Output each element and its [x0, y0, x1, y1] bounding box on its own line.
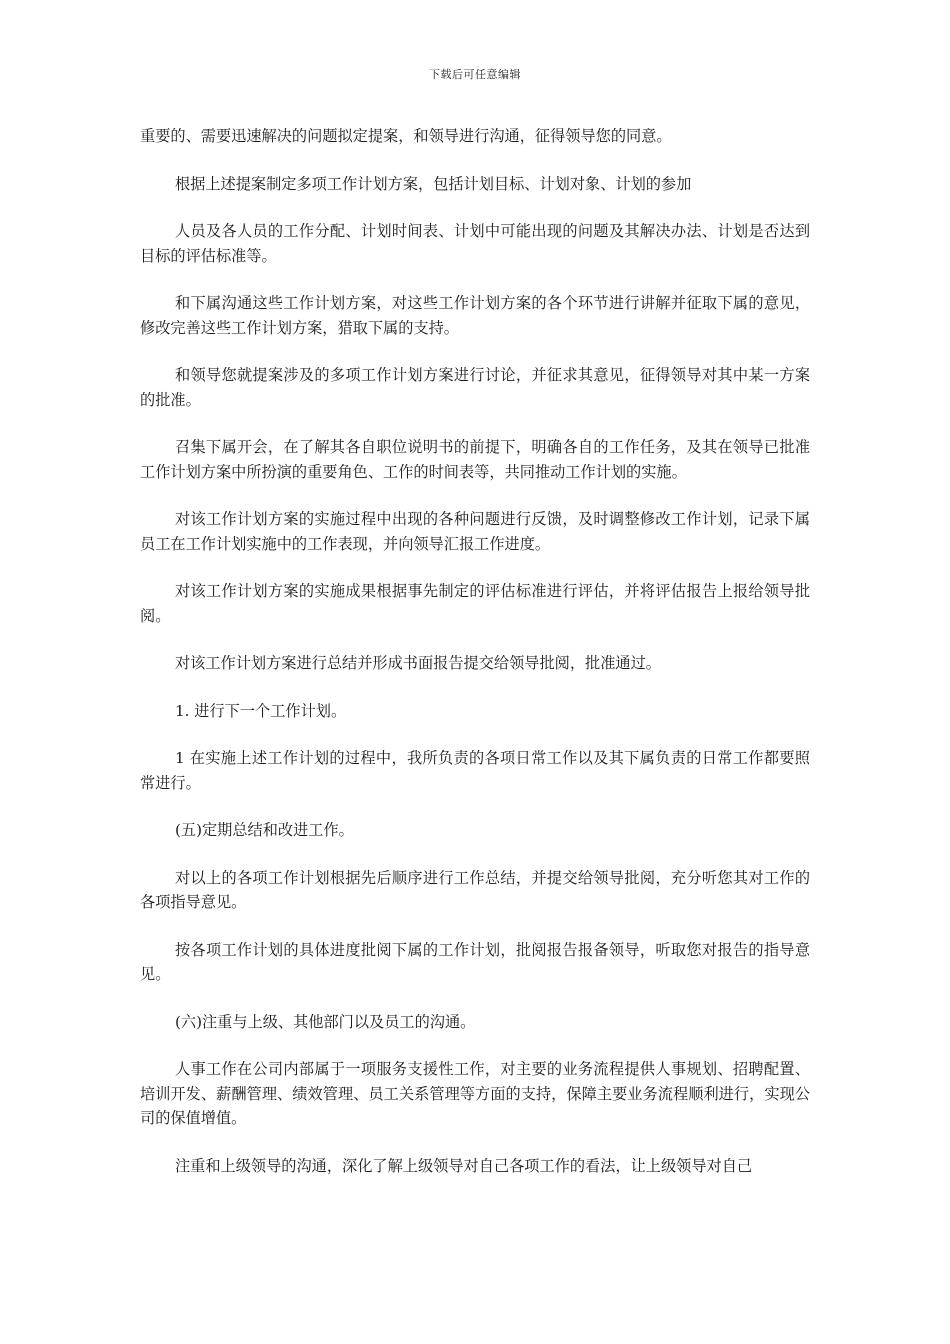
section-heading: (六)注重与上级、其他部门以及员工的沟通。	[174, 1012, 476, 1031]
paragraph: 根据上述提案制定多项工作计划方案，包括计划目标、计划对象、计划的参加	[174, 174, 692, 193]
list-item: 1. 进行下一个工作计划。	[174, 701, 347, 720]
page-header: 下载后可任意编辑	[429, 68, 521, 81]
section-heading: (五)定期总结和改进工作。	[174, 821, 354, 839]
paragraph: 对该工作计划方案的实施成果根据事先制定的评估标准进行评估，并将评估报告上报给领导批阅。	[140, 582, 810, 625]
paragraph: 重要的、需要迅速解决的问题拟定提案，和领导进行沟通，征得领导您的同意。	[140, 127, 672, 145]
paragraph: 对以上的各项工作计划根据先后顺序进行工作总结，并提交给领导批阅，充分听您其对工作的各项指导意见。	[140, 868, 810, 911]
paragraph: 注重和上级领导的沟通，深化了解上级领导对自己各项工作的看法，让上级领导对自己	[174, 1156, 753, 1175]
paragraph: 对该工作计划方案进行总结并形成书面报告提交给领导批阅，批准通过。	[174, 654, 661, 672]
paragraph: 对该工作计划方案的实施过程中出现的各种问题进行反馈，及时调整修改工作计划，记录下属员工在工作计划实施中的工作表现，并向领导汇报工作进度。	[140, 510, 810, 553]
paragraph: 按各项工作计划的具体进度批阅下属的工作计划，批阅报告报备领导，听取您对报告的指导意见。	[140, 940, 810, 983]
paragraph: 和下属沟通这些工作计划方案，对这些工作计划方案的各个环节进行讲解并征取下属的意见，修改完善这些工作计划方案，猎取下属的支持。	[140, 294, 810, 337]
paragraph: 1 在实施上述工作计划的过程中，我所负责的各项日常工作以及其下属负责的日常工作都要照常进行。	[140, 749, 810, 792]
document-body	[140, 124, 810, 1201]
paragraph: 人事工作在公司内部属于一项服务支援性工作，对主要的业务流程提供人事规划、招聘配置、培训开发、薪酬管理、绩效管理、员工关系管理等方面的支持，保障主要业务流程顺利进行，实现公司的保值增值。	[140, 1060, 810, 1127]
paragraph: 召集下属开会，在了解其各自职位说明书的前提下，明确各自的工作任务，及其在领导已批准工作计划方案中所扮演的重要角色、工作的时间表等，共同推动工作计划的实施。	[140, 438, 810, 481]
paragraph: 人员及各人员的工作分配、计划时间表、计划中可能出现的问题及其解决办法、计划是否达到目标的评估标准等。	[140, 222, 810, 265]
paragraph: 和领导您就提案涉及的多项工作计划方案进行讨论，并征求其意见，征得领导对其中某一方案的批准。	[140, 366, 810, 409]
